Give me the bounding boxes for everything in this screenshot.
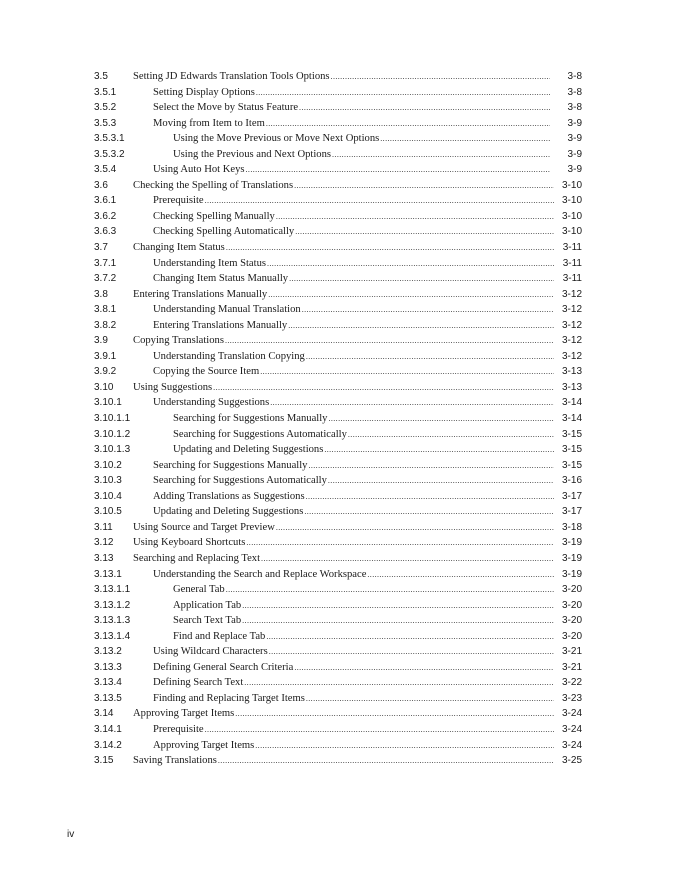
dot-leader [268, 287, 554, 303]
toc-entry-title[interactable]: Saving Translations [133, 755, 217, 767]
toc-entry[interactable] [94, 100, 582, 116]
toc-entry-title-line [153, 691, 554, 707]
toc-entry-title[interactable]: Adding Translations as Suggestions [153, 490, 305, 502]
toc-entry[interactable] [94, 349, 582, 365]
toc-entry-title[interactable]: Application Tab [173, 599, 242, 611]
toc-entry-page[interactable]: 3-15 [561, 444, 582, 456]
toc-entry-number: 3.10.3 [94, 475, 122, 487]
toc-entry-title-line [153, 738, 554, 754]
toc-entry-number: 3.13.1.2 [94, 599, 131, 611]
toc-entry-title-line [153, 675, 554, 691]
toc-entry[interactable] [94, 302, 582, 318]
toc-entry-number: 3.10.1.1 [94, 413, 131, 425]
toc-entry-title[interactable]: Changing Item Status Manually [153, 273, 289, 285]
toc-entry-number: 3.13 [94, 552, 114, 564]
toc-entry-title[interactable]: Copying the Source Item [153, 366, 260, 378]
toc-entry[interactable] [94, 598, 582, 614]
toc-entry-page[interactable]: 3-17 [561, 490, 582, 502]
toc-entry-title-line [173, 147, 550, 163]
toc-entry-number: 3.6.3 [94, 226, 117, 238]
dot-leader [261, 551, 554, 567]
toc-entry-title-line [153, 162, 550, 178]
toc-entry-title[interactable]: Using Auto Hot Keys [153, 164, 245, 176]
toc-entry-title-line [173, 442, 554, 458]
toc-entry[interactable] [94, 271, 582, 287]
toc-entry-number: 3.6 [94, 179, 108, 191]
toc-entry[interactable] [94, 738, 582, 754]
toc-entry[interactable] [94, 224, 582, 240]
toc-entry-number: 3.14 [94, 708, 114, 720]
toc-entry-page[interactable]: 3-13 [561, 381, 582, 393]
toc-entry-title-line [153, 209, 554, 225]
toc-entry-title[interactable]: Setting JD Edwards Translation Tools Options [133, 71, 330, 82]
toc-entry[interactable] [94, 411, 582, 427]
toc-entry-number: 3.6.2 [94, 210, 117, 222]
toc-entry-title[interactable]: Using Suggestions [133, 381, 213, 393]
dot-leader [266, 116, 550, 132]
toc-entry-number: 3.10.5 [94, 506, 122, 518]
toc-entry-page[interactable]: 3-25 [561, 755, 582, 767]
toc-entry-title-line [133, 535, 554, 551]
dot-leader [299, 100, 550, 116]
dot-leader [328, 411, 554, 427]
dot-leader [295, 224, 554, 240]
toc-entry-title[interactable]: Understanding Translation Copying [153, 350, 305, 362]
toc-entry-title[interactable]: Entering Translations Manually [133, 288, 268, 300]
toc-entry-page[interactable]: 3-22 [561, 677, 582, 689]
toc-entry-title-line [173, 411, 554, 427]
toc-entry[interactable] [94, 427, 582, 443]
toc-entry-title[interactable]: Using the Previous and Next Options [173, 148, 332, 160]
toc-entry-title[interactable]: Copying Translations [133, 335, 224, 347]
dot-leader [213, 380, 554, 396]
toc-entry-title-line [153, 271, 554, 287]
dot-leader [332, 147, 550, 163]
toc-entry[interactable] [94, 473, 582, 489]
toc-entry-number: 3.5.2 [94, 102, 117, 114]
toc-entry-page[interactable]: 3-21 [561, 646, 582, 658]
toc-entry-number: 3.13.1.1 [94, 584, 131, 596]
toc-entry-title-line [153, 660, 554, 676]
dot-leader [218, 753, 554, 769]
toc-entry-page[interactable]: 3-20 [561, 630, 582, 642]
dot-leader [270, 395, 554, 411]
toc-entry[interactable] [94, 147, 582, 163]
toc-entry[interactable] [94, 333, 582, 349]
toc-entry-number: 3.13.1 [94, 568, 122, 580]
toc-entry[interactable] [94, 458, 582, 474]
toc-entry-title-line [133, 240, 554, 256]
dot-leader [306, 349, 554, 365]
toc-entry-page[interactable]: 3-10 [561, 210, 582, 222]
toc-entry-page[interactable]: 3-15 [561, 428, 582, 440]
toc-entry-title-line [153, 395, 554, 411]
toc-entry-page[interactable]: 3-14 [561, 413, 582, 425]
toc-entry-page[interactable]: 3-18 [561, 521, 582, 533]
toc-entry-page[interactable]: 3-8 [567, 102, 582, 114]
toc-entry-page[interactable]: 3-10 [561, 179, 582, 191]
toc-entry-title[interactable]: Search Text Tab [173, 615, 242, 627]
toc-entry-page[interactable]: 3-24 [561, 708, 582, 720]
toc-entry-title-line [133, 380, 554, 396]
toc-entry-number: 3.10.1.3 [94, 444, 131, 456]
toc-entry-number: 3.7.1 [94, 257, 117, 269]
toc-entry-number: 3.6.1 [94, 195, 117, 207]
toc-entry-title-line [173, 427, 554, 443]
dot-leader [255, 738, 554, 754]
dot-leader [304, 504, 554, 520]
toc-entry-page[interactable]: 3-13 [561, 366, 582, 378]
toc-entry-page[interactable]: 3-9 [567, 117, 582, 129]
toc-entry-title-line [173, 582, 554, 598]
toc-entry-number: 3.5.3 [94, 117, 117, 129]
toc-entry-page[interactable]: 3-12 [561, 288, 582, 300]
toc-entry[interactable] [94, 69, 582, 85]
toc-entry-title[interactable]: Find and Replace Tab [173, 630, 266, 642]
toc-entry-title[interactable]: Moving from Item to Item [153, 117, 265, 129]
toc-entry-number: 3.8 [94, 288, 108, 300]
toc-entry[interactable] [94, 504, 582, 520]
toc-entry-title[interactable]: Understanding Manual Translation [153, 304, 301, 316]
toc-entry-number: 3.5 [94, 71, 108, 82]
toc-entry[interactable] [94, 535, 582, 551]
toc-entry-title-line [153, 116, 550, 132]
toc-entry-number: 3.5.3.2 [94, 148, 125, 160]
dot-leader [302, 302, 554, 318]
toc-entry-page[interactable]: 3-15 [561, 459, 582, 471]
toc-entry-title[interactable]: Using the Move Previous or Move Next Options [173, 133, 380, 145]
toc-entry-title-line [153, 567, 554, 583]
toc-entry[interactable] [94, 162, 582, 178]
toc-entry[interactable] [94, 675, 582, 691]
toc-entry[interactable] [94, 567, 582, 583]
toc-entry-page[interactable]: 3-20 [561, 615, 582, 627]
toc-entry[interactable] [94, 240, 582, 256]
toc-entry-number: 3.5.4 [94, 164, 117, 176]
dot-leader [244, 675, 554, 691]
table-of-contents [94, 69, 582, 769]
toc-entry-page[interactable]: 3-12 [561, 304, 582, 316]
toc-entry-title[interactable]: Understanding Item Status [153, 257, 266, 269]
toc-entry[interactable] [94, 193, 582, 209]
toc-entry-title[interactable]: Updating and Deleting Suggestions [173, 444, 324, 456]
toc-entry-number: 3.8.1 [94, 304, 117, 316]
toc-entry-number: 3.10.1.2 [94, 428, 131, 440]
toc-entry-number: 3.10.4 [94, 490, 122, 502]
toc-entry-title[interactable]: Prerequisite [153, 195, 204, 207]
toc-entry[interactable] [94, 256, 582, 272]
toc-entry[interactable] [94, 582, 582, 598]
dot-leader [256, 85, 550, 101]
toc-entry[interactable] [94, 629, 582, 645]
toc-entry-number: 3.14.1 [94, 723, 122, 735]
toc-entry-title-line [153, 193, 554, 209]
toc-entry-title-line [173, 598, 554, 614]
dot-leader [246, 535, 554, 551]
toc-entry-title-line [133, 753, 554, 769]
toc-entry-title-line [153, 458, 554, 474]
toc-entry-number: 3.13.2 [94, 646, 122, 658]
toc-entry-title[interactable]: Select the Move by Status Feature [153, 102, 299, 114]
toc-entry-title[interactable]: Searching and Replacing Text [133, 552, 261, 564]
toc-entry-title-line [153, 644, 554, 660]
toc-entry-page[interactable]: 3-19 [561, 537, 582, 549]
toc-entry-page[interactable]: 3-20 [561, 584, 582, 596]
toc-entry-page[interactable]: 3-11 [562, 257, 582, 269]
toc-entry[interactable] [94, 520, 582, 536]
dot-leader [288, 318, 554, 334]
toc-entry-page[interactable]: 3-24 [561, 723, 582, 735]
dot-leader [267, 256, 554, 272]
dot-leader [306, 691, 554, 707]
toc-entry-title[interactable]: Entering Translations Manually [153, 319, 288, 331]
toc-entry-title[interactable]: Prerequisite [153, 723, 204, 735]
toc-entry-title-line [153, 722, 554, 738]
toc-entry-number: 3.13.5 [94, 692, 122, 704]
toc-entry-page[interactable]: 3-24 [561, 739, 582, 751]
toc-entry-title-line [153, 364, 554, 380]
toc-entry-title-line [153, 504, 554, 520]
toc-entry-title-line [153, 349, 554, 365]
toc-entry-number: 3.13.1.3 [94, 615, 131, 627]
toc-entry-page[interactable]: 3-19 [561, 552, 582, 564]
toc-entry-title-line [133, 520, 554, 536]
toc-entry-title[interactable]: Checking Spelling Automatically [153, 226, 295, 238]
dot-leader [226, 240, 554, 256]
toc-entry-number: 3.10 [94, 381, 114, 393]
toc-entry-page[interactable]: 3-23 [561, 692, 582, 704]
toc-entry-page[interactable]: 3-11 [562, 242, 582, 254]
toc-entry[interactable] [94, 380, 582, 396]
dot-leader [266, 629, 554, 645]
toc-entry-number: 3.7 [94, 242, 108, 254]
toc-entry-number: 3.11 [94, 521, 113, 533]
toc-entry-title[interactable]: Checking Spelling Manually [153, 210, 275, 222]
toc-entry-title-line [153, 473, 554, 489]
toc-entry-number: 3.5.1 [94, 86, 117, 98]
footer-page-number: iv [67, 829, 75, 840]
toc-entry-title[interactable]: Defining Search Text [153, 677, 244, 689]
toc-entry[interactable] [94, 85, 582, 101]
toc-entry-number: 3.9.1 [94, 350, 117, 362]
toc-entry-page[interactable]: 3-9 [567, 133, 582, 145]
toc-entry[interactable] [94, 489, 582, 505]
toc-entry-number: 3.7.2 [94, 273, 117, 285]
toc-entry[interactable] [94, 722, 582, 738]
toc-entry-number: 3.8.2 [94, 319, 117, 331]
toc-entry-number: 3.13.3 [94, 661, 122, 673]
toc-entry-page[interactable]: 3-19 [561, 568, 582, 580]
toc-entry-page[interactable]: 3-20 [561, 599, 582, 611]
toc-entry-title[interactable]: Approving Target Items [153, 739, 255, 751]
dot-leader [242, 598, 554, 614]
toc-entry[interactable] [94, 660, 582, 676]
toc-entry-page[interactable]: 3-10 [561, 195, 582, 207]
toc-entry-number: 3.10.2 [94, 459, 122, 471]
dot-leader [348, 427, 554, 443]
toc-entry[interactable] [94, 318, 582, 334]
toc-entry[interactable] [94, 209, 582, 225]
toc-entry-page[interactable]: 3-11 [562, 273, 582, 285]
toc-entry-title-line [153, 302, 554, 318]
dot-leader [306, 489, 554, 505]
dot-leader [367, 567, 554, 583]
toc-entry-number: 3.13.4 [94, 677, 122, 689]
toc-entry[interactable] [94, 116, 582, 132]
toc-entry-title-line [133, 178, 554, 194]
toc-entry-number: 3.10.1 [94, 397, 122, 409]
toc-entry[interactable] [94, 551, 582, 567]
toc-entry-title[interactable]: Searching for Suggestions Manually [153, 459, 308, 471]
toc-entry-number: 3.12 [94, 537, 114, 549]
toc-entry-title[interactable]: Defining General Search Criteria [153, 661, 294, 673]
toc-entry[interactable] [94, 364, 582, 380]
toc-entry-title[interactable]: Using Wildcard Characters [153, 646, 268, 658]
toc-entry-title[interactable]: Approving Target Items [133, 708, 235, 720]
toc-entry-title-line [153, 100, 550, 116]
toc-entry-number: 3.5.3.1 [94, 133, 125, 145]
toc-entry-title-line [153, 85, 550, 101]
toc-entry-title[interactable]: Searching for Suggestions Automatically [153, 475, 327, 487]
toc-entry-title[interactable]: Searching for Suggestions Manually [173, 413, 328, 425]
toc-entry-number: 3.9.2 [94, 366, 117, 378]
toc-entry-title[interactable]: Updating and Deleting Suggestions [153, 506, 304, 518]
dot-leader [294, 660, 554, 676]
toc-entry-page[interactable]: 3-17 [561, 506, 582, 518]
toc-entry-title-line [133, 551, 554, 567]
dot-leader [328, 473, 554, 489]
toc-entry[interactable] [94, 691, 582, 707]
toc-entry-title-line [153, 318, 554, 334]
toc-entry-title-line [133, 333, 554, 349]
toc-entry-page[interactable]: 3-8 [567, 71, 582, 82]
dot-leader [242, 613, 554, 629]
toc-entry-page[interactable]: 3-8 [567, 86, 582, 98]
toc-entry-title-line [133, 69, 550, 85]
toc-entry-title-line [153, 224, 554, 240]
dot-leader [276, 520, 554, 536]
toc-entry-title[interactable]: General Tab [173, 584, 225, 596]
dot-leader [269, 644, 554, 660]
dot-leader [225, 333, 554, 349]
toc-entry[interactable] [94, 395, 582, 411]
toc-entry-title[interactable]: Using Source and Target Preview [133, 521, 275, 533]
toc-entry-title[interactable]: Understanding Suggestions [153, 397, 270, 409]
toc-entry[interactable] [94, 613, 582, 629]
dot-leader [308, 458, 554, 474]
dot-leader [226, 582, 554, 598]
toc-entry-title[interactable]: Setting Display Options [153, 86, 255, 98]
toc-entry[interactable] [94, 287, 582, 303]
toc-entry-page[interactable]: 3-21 [561, 661, 582, 673]
toc-entry-number: 3.14.2 [94, 739, 122, 751]
toc-entry-page[interactable]: 3-9 [567, 148, 582, 160]
toc-entry-page[interactable]: 3-12 [561, 335, 582, 347]
dot-leader [260, 364, 554, 380]
toc-entry-title-line [173, 131, 550, 147]
toc-entry-number: 3.15 [94, 755, 114, 767]
toc-entry[interactable] [94, 131, 582, 147]
toc-entry-title-line [173, 613, 554, 629]
toc-entry-title-line [153, 489, 554, 505]
toc-entry-title[interactable]: Finding and Replacing Target Items [153, 692, 305, 704]
toc-entry-title-line [173, 629, 554, 645]
toc-entry-page[interactable]: 3-12 [561, 350, 582, 362]
toc-entry-number: 3.9 [94, 335, 108, 347]
dot-leader [294, 178, 554, 194]
toc-entry-title-line [133, 287, 554, 303]
dot-leader [289, 271, 554, 287]
toc-entry-page[interactable]: 3-14 [561, 397, 582, 409]
toc-entry[interactable] [94, 753, 582, 769]
toc-entry-title[interactable]: Checking the Spelling of Translations [133, 179, 294, 191]
toc-entry-page[interactable]: 3-12 [561, 319, 582, 331]
toc-entry[interactable] [94, 644, 582, 660]
toc-entry-page[interactable]: 3-10 [561, 226, 582, 238]
dot-leader [205, 193, 554, 209]
toc-entry-title-line [153, 256, 554, 272]
toc-entry-page[interactable]: 3-9 [567, 164, 582, 176]
dot-leader [246, 162, 550, 178]
dot-leader [331, 69, 550, 85]
toc-entry-title[interactable]: Searching for Suggestions Automatically [173, 428, 347, 440]
toc-entry-number: 3.13.1.4 [94, 630, 131, 642]
dot-leader [205, 722, 554, 738]
dot-leader [276, 209, 554, 225]
toc-entry-title[interactable]: Changing Item Status [133, 242, 225, 254]
dot-leader [380, 131, 550, 147]
toc-entry[interactable] [94, 178, 582, 194]
toc-entry-title[interactable]: Using Keyboard Shortcuts [133, 537, 246, 549]
toc-entry-title[interactable]: Understanding the Search and Replace Workspace [153, 568, 367, 580]
dot-leader [235, 706, 554, 722]
toc-entry[interactable] [94, 442, 582, 458]
dot-leader [324, 442, 554, 458]
toc-entry-title-line [133, 706, 554, 722]
toc-entry-page[interactable]: 3-16 [561, 475, 582, 487]
toc-entry[interactable] [94, 706, 582, 722]
